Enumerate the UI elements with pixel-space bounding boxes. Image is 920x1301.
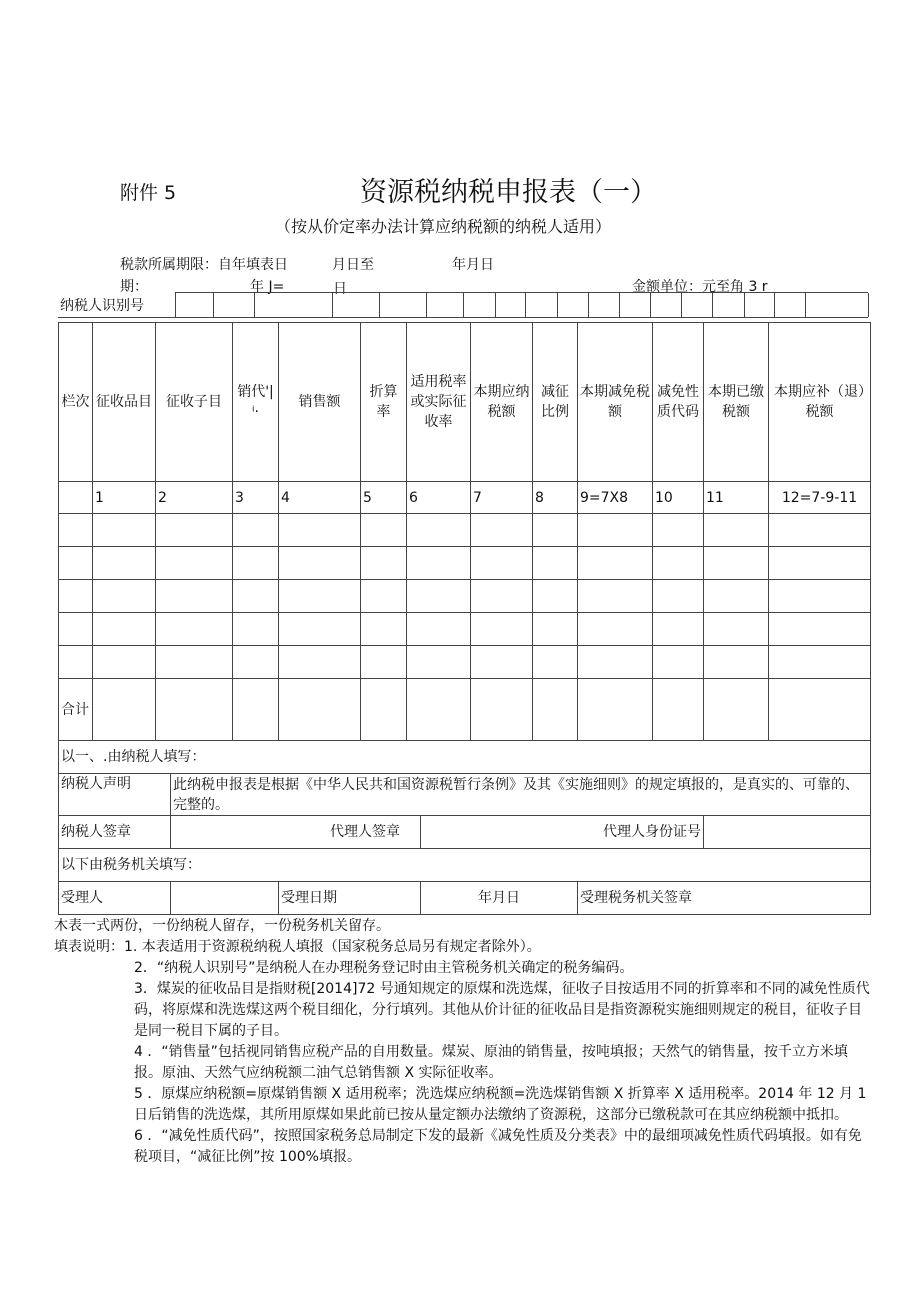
cell[interactable] [279,679,361,741]
cell[interactable] [653,613,704,646]
cell[interactable] [471,580,533,613]
cell[interactable] [769,646,871,679]
period-label: 税款所属期限：自年填表日 [120,257,288,273]
cell[interactable] [533,547,578,580]
amount-unit: 金额单位：元至角 3 r [632,279,768,295]
cell[interactable] [578,679,653,741]
id-box-divider [332,293,333,317]
cell[interactable] [578,646,653,679]
column-header: 销售额 [279,323,361,482]
cell[interactable] [407,547,471,580]
cell[interactable] [407,580,471,613]
cell[interactable] [156,613,233,646]
total-row [59,679,871,741]
declaration-label: 纳税人声明 [59,774,171,816]
id-box-divider [712,293,713,317]
cell[interactable] [769,514,871,547]
cell[interactable] [769,580,871,613]
cell[interactable] [59,613,93,646]
cell[interactable] [471,547,533,580]
column-number [59,482,93,514]
signature-label: 纳税人签章 [59,816,171,849]
cell[interactable] [93,580,156,613]
cell[interactable] [653,514,704,547]
column-header: 销代'|ⁱ· [233,323,279,482]
id-box-divider [254,293,255,317]
cell[interactable] [361,679,407,741]
receiver-field[interactable] [171,882,279,915]
declaration-table [58,322,871,741]
id-box-divider [868,293,869,317]
table-row [59,580,871,613]
id-box-divider [588,293,589,317]
id-box-divider [619,293,620,317]
id-box-divider [744,293,745,317]
cell[interactable] [93,613,156,646]
column-header: 适用税率或实际征收率 [407,323,471,482]
column-number: 11 [704,482,769,514]
cell[interactable] [279,613,361,646]
cell[interactable] [653,580,704,613]
column-number: 5 [361,482,407,514]
cell[interactable] [769,613,871,646]
cell[interactable] [156,646,233,679]
cell[interactable] [578,514,653,547]
cell[interactable] [361,613,407,646]
cell[interactable] [471,646,533,679]
cell[interactable] [156,514,233,547]
declaration-text: 此纳税申报表是根据《中华人民共和国资源税暂行条例》及其《实施细则》的规定填报的，是真实的、可靠的、完整的。 [171,774,871,816]
tax-office-fill-heading: 以下由税务机关填写： [59,849,871,882]
cell[interactable] [533,646,578,679]
cell[interactable] [156,547,233,580]
receive-date-label: 受理日期 [279,882,421,915]
signature-table [58,740,871,915]
cell[interactable] [578,580,653,613]
agent-id-label: 代理人身份证号 [421,816,704,849]
cell[interactable] [361,547,407,580]
column-number: 8 [533,482,578,514]
cell[interactable] [361,514,407,547]
cell[interactable] [361,580,407,613]
column-number: 1 [93,482,156,514]
form-title: 资源税纳税申报表（一） [360,177,657,208]
column-number-row [59,482,871,514]
cell[interactable] [704,613,769,646]
cell[interactable] [653,679,704,741]
period-from: 月日至 [332,257,374,273]
period-year: 年 J= [250,279,285,295]
header-row [59,323,871,482]
column-number: 4 [279,482,361,514]
cell[interactable] [93,547,156,580]
note-1: 填表说明：1. 本表适用于资源税纳税人填报（国家税务总局另有规定者除外）。 [54,939,541,955]
taxpayer-fill-heading: 以一、.由纳税人填写： [59,741,871,774]
cell[interactable] [59,580,93,613]
cell[interactable] [471,613,533,646]
cell[interactable] [407,514,471,547]
cell[interactable] [233,547,279,580]
cell[interactable] [471,679,533,741]
column-number: 9=7X8 [578,482,653,514]
cell[interactable] [279,646,361,679]
column-header: 折算率 [361,323,407,482]
column-number: 6 [407,482,471,514]
cell[interactable] [59,514,93,547]
cell[interactable] [578,547,653,580]
table-row [59,514,871,547]
id-box-divider [525,293,526,317]
column-header: 本期应纳税额 [471,323,533,482]
note-5: 5 ．原煤应纳税额=原煤销售额 X 适用税率；洗选煤应纳税额=洗选煤销售额 X 折算率 X 适用税率。2014 年 12 月 1 日后销售的洗选煤，其所用原煤如果此前已按从量定额办法缴纳了资源税，这部分已缴税款可在其应纳税额中抵扣。 [134,1086,867,1123]
column-number: 3 [233,482,279,514]
column-header: 栏次 [59,323,93,482]
column-header: 本期减免税额 [578,323,653,482]
cell[interactable] [407,679,471,741]
note-2: 2．“纳税人识别号”是纳税人在办理税务登记时由主管税务机关确定的税务编码。 [134,960,634,976]
id-box-divider [681,293,682,317]
id-box-divider [805,293,806,317]
cell[interactable] [233,679,279,741]
note-4: 4 ．“销售量”包括视同销售应税产品的自用数量。煤炭、原油的销售量，按吨填报；天然气的销售量，按千立方米填报。原油、天然气应纳税额二油气总销售额 X 实际征收率。 [134,1044,848,1081]
cell[interactable] [279,580,361,613]
cell[interactable] [653,646,704,679]
id-box-divider [774,293,775,317]
taxpayer-id-bottom [58,317,868,318]
table-row [59,613,871,646]
table-row [59,547,871,580]
column-number: 2 [156,482,233,514]
cell[interactable] [704,547,769,580]
cell[interactable] [156,580,233,613]
cell[interactable] [233,613,279,646]
cell[interactable] [279,514,361,547]
id-box-divider [495,293,496,317]
cell[interactable] [93,646,156,679]
cell[interactable] [471,514,533,547]
cell[interactable] [533,580,578,613]
note-6: 6 ．“减免性质代码”，按照国家税务总局制定下发的最新《减免性质及分类表》中的最细项减免性质代码填报。如有免税项目，“减征比例”按 100%填报。 [134,1128,862,1165]
cell[interactable] [533,613,578,646]
agent-id-field[interactable] [704,816,871,849]
cell[interactable] [704,580,769,613]
total-label: 合计 [59,679,93,741]
cell[interactable] [233,646,279,679]
instructions [54,916,874,1168]
column-header: 征收子目 [156,323,233,482]
column-header: 本期已缴税额 [704,323,769,482]
cell[interactable] [769,547,871,580]
cell[interactable] [233,514,279,547]
cell[interactable] [279,547,361,580]
column-header: 本期应补（退）税额 [769,323,871,482]
cell[interactable] [704,514,769,547]
column-header: 减征比例 [533,323,578,482]
cell[interactable] [769,679,871,741]
attachment-label: 附件 5 [120,182,177,204]
cell[interactable] [653,547,704,580]
form-subtitle: （按从价定率办法计算应纳税额的纳税人适用） [275,217,612,236]
note-3: 3．煤炭的征收品目是指财税[2014]72 号通知规定的原煤和洗选煤，征收子目按适用不同的折算率和不同的减免性质代码，将原煤和洗选煤这两个税目细化，分行填列。其他从价计征的征收品目是指资源税实施细则规定的税目，征收子目是同一税目下属的子目。 [134,981,870,1039]
period-to: 年月日 [452,257,494,273]
id-box-divider [463,293,464,317]
cell[interactable] [93,514,156,547]
agent-sign-label: 代理人签章 [171,816,421,849]
id-box-divider [379,293,380,317]
taxpayer-id-top [175,292,868,293]
cell[interactable] [59,547,93,580]
id-box-divider [175,293,176,317]
cell[interactable] [407,646,471,679]
cell[interactable] [578,613,653,646]
receive-date-value: 年月日 [421,882,578,915]
column-header: 征收品目 [93,323,156,482]
column-number: 7 [471,482,533,514]
table-row [59,646,871,679]
cell[interactable] [533,679,578,741]
column-number: 12=7-9-11 [769,482,871,514]
cell[interactable] [533,514,578,547]
note-copies: 木表一式两份，一份纳税人留存，一份税务机关留存。 [54,918,390,934]
column-number: 10 [653,482,704,514]
id-box-divider [426,293,427,317]
cell[interactable] [361,646,407,679]
receiver-label: 受理人 [59,882,171,915]
cell[interactable] [704,646,769,679]
cell[interactable] [156,679,233,741]
taxpayer-id-label: 纳税人识别号 [60,298,144,314]
column-header: 减免性质代码 [653,323,704,482]
id-box-divider [650,293,651,317]
office-seal-label: 受理税务机关签章 [578,882,871,915]
cell[interactable] [233,580,279,613]
id-box-divider [557,293,558,317]
period-day: 日 [333,281,347,297]
cell[interactable] [407,613,471,646]
cell[interactable] [704,679,769,741]
id-box-divider [213,293,214,317]
period-label-2: 期： [120,279,148,295]
cell[interactable] [93,679,156,741]
cell[interactable] [59,646,93,679]
